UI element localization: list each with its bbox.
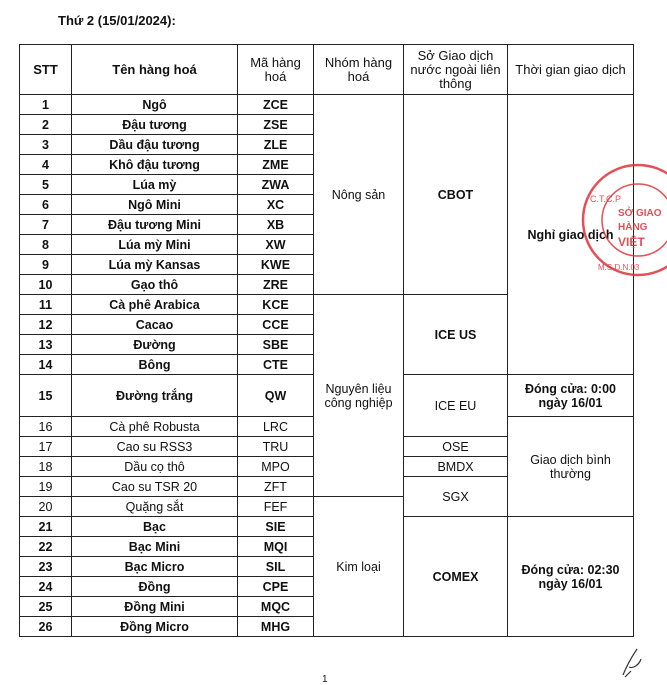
cell-code: ZSE — [238, 115, 314, 135]
exchange-cbot: CBOT — [404, 95, 508, 295]
cell-name: Đậu tương — [72, 115, 238, 135]
cell-stt: 2 — [20, 115, 72, 135]
col-header-code: Mã hàng hoá — [238, 45, 314, 95]
signature-mark — [615, 645, 655, 680]
page-number: 1 — [322, 674, 328, 685]
cell-name: Gạo thô — [72, 275, 238, 295]
cell-name: Đường — [72, 335, 238, 355]
cell-stt: 9 — [20, 255, 72, 275]
cell-code: ZFT — [238, 477, 314, 497]
cell-code: ZWA — [238, 175, 314, 195]
col-header-name: Tên hàng hoá — [72, 45, 238, 95]
cell-name: Lúa mỳ Mini — [72, 235, 238, 255]
col-header-exchange: Sở Giao dịch nước ngoài liên thông — [404, 45, 508, 95]
cell-stt: 14 — [20, 355, 72, 375]
cell-name: Ngô Mini — [72, 195, 238, 215]
svg-text:VIỆT: VIỆT — [618, 235, 645, 249]
cell-code: LRC — [238, 417, 314, 437]
table-header-row — [20, 45, 634, 95]
cell-stt: 4 — [20, 155, 72, 175]
cell-code: KCE — [238, 295, 314, 315]
exchange-ice-us: ICE US — [404, 295, 508, 375]
cell-code: QW — [238, 375, 314, 417]
cell-stt: 3 — [20, 135, 72, 155]
cell-stt: 11 — [20, 295, 72, 315]
cell-code: MQC — [238, 597, 314, 617]
commodity-table — [19, 44, 634, 637]
cell-name: Cao su RSS3 — [72, 437, 238, 457]
cell-stt: 10 — [20, 275, 72, 295]
group-agri: Nông sản — [314, 95, 404, 295]
svg-text:C.T.C.P: C.T.C.P — [590, 194, 622, 204]
cell-stt: 5 — [20, 175, 72, 195]
svg-text:M.S.D.N.03: M.S.D.N.03 — [598, 263, 640, 272]
cell-code: ZRE — [238, 275, 314, 295]
cell-stt: 20 — [20, 497, 72, 517]
svg-text:SỞ GIAO: SỞ GIAO — [618, 208, 662, 219]
cell-code: SBE — [238, 335, 314, 355]
cell-code: ZLE — [238, 135, 314, 155]
cell-stt: 24 — [20, 577, 72, 597]
exchange-sgx: SGX — [404, 477, 508, 517]
cell-name: Dầu đậu tương — [72, 135, 238, 155]
cell-code: CPE — [238, 577, 314, 597]
cell-code: XC — [238, 195, 314, 215]
cell-stt: 19 — [20, 477, 72, 497]
group-metal: Kim loại — [314, 497, 404, 637]
cell-code: KWE — [238, 255, 314, 275]
cell-name: Đồng Mini — [72, 597, 238, 617]
cell-stt: 1 — [20, 95, 72, 115]
cell-stt: 15 — [20, 375, 72, 417]
exchange-ice-eu: ICE EU — [404, 375, 508, 437]
cell-name: Cao su TSR 20 — [72, 477, 238, 497]
cell-stt: 17 — [20, 437, 72, 457]
cell-code: SIE — [238, 517, 314, 537]
cell-code: TRU — [238, 437, 314, 457]
cell-name: Đường trắng — [72, 375, 238, 417]
cell-stt: 16 — [20, 417, 72, 437]
cell-stt: 26 — [20, 617, 72, 637]
cell-name: Lúa mỳ Kansas — [72, 255, 238, 275]
cell-code: ZME — [238, 155, 314, 175]
cell-name: Khô đậu tương — [72, 155, 238, 175]
page-heading: Thứ 2 (15/01/2024): — [58, 13, 176, 28]
svg-text:HÀNG: HÀNG — [618, 222, 648, 233]
cell-name: Bạc Mini — [72, 537, 238, 557]
col-header-group: Nhóm hàng hoá — [314, 45, 404, 95]
cell-name: Quặng sắt — [72, 497, 238, 517]
cell-stt: 12 — [20, 315, 72, 335]
exchange-bmdx: BMDX — [404, 457, 508, 477]
cell-name: Bạc — [72, 517, 238, 537]
cell-code: MPO — [238, 457, 314, 477]
cell-code: CCE — [238, 315, 314, 335]
cell-stt: 22 — [20, 537, 72, 557]
cell-name: Cacao — [72, 315, 238, 335]
cell-stt: 21 — [20, 517, 72, 537]
cell-name: Cà phê Arabica — [72, 295, 238, 315]
table-row — [20, 95, 634, 115]
cell-name: Đồng — [72, 577, 238, 597]
cell-name: Đồng Micro — [72, 617, 238, 637]
col-header-stt: STT — [20, 45, 72, 95]
cell-stt: 7 — [20, 215, 72, 235]
time-no-trade: Nghỉ giao dịch — [508, 95, 634, 375]
cell-name: Đậu tương Mini — [72, 215, 238, 235]
time-close-comex: Đóng cửa: 02:30 ngày 16/01 — [508, 517, 634, 637]
cell-stt: 13 — [20, 335, 72, 355]
cell-stt: 8 — [20, 235, 72, 255]
group-industrial: Nguyên liệu công nghiệp — [314, 295, 404, 497]
cell-code: XB — [238, 215, 314, 235]
exchange-ose: OSE — [404, 437, 508, 457]
time-close-ice-eu: Đóng cửa: 0:00 ngày 16/01 — [508, 375, 634, 417]
cell-stt: 25 — [20, 597, 72, 617]
cell-code: CTE — [238, 355, 314, 375]
cell-code: MHG — [238, 617, 314, 637]
cell-code: SIL — [238, 557, 314, 577]
cell-stt: 18 — [20, 457, 72, 477]
cell-stt: 6 — [20, 195, 72, 215]
cell-name: Dầu cọ thô — [72, 457, 238, 477]
cell-stt: 23 — [20, 557, 72, 577]
cell-name: Ngô — [72, 95, 238, 115]
cell-name: Bạc Micro — [72, 557, 238, 577]
time-normal: Giao dịch bình thường — [508, 417, 634, 517]
cell-code: FEF — [238, 497, 314, 517]
cell-code: XW — [238, 235, 314, 255]
cell-name: Bông — [72, 355, 238, 375]
cell-name: Cà phê Robusta — [72, 417, 238, 437]
exchange-comex: COMEX — [404, 517, 508, 637]
cell-code: MQI — [238, 537, 314, 557]
col-header-time: Thời gian giao dịch — [508, 45, 634, 95]
cell-code: ZCE — [238, 95, 314, 115]
cell-name: Lúa mỳ — [72, 175, 238, 195]
